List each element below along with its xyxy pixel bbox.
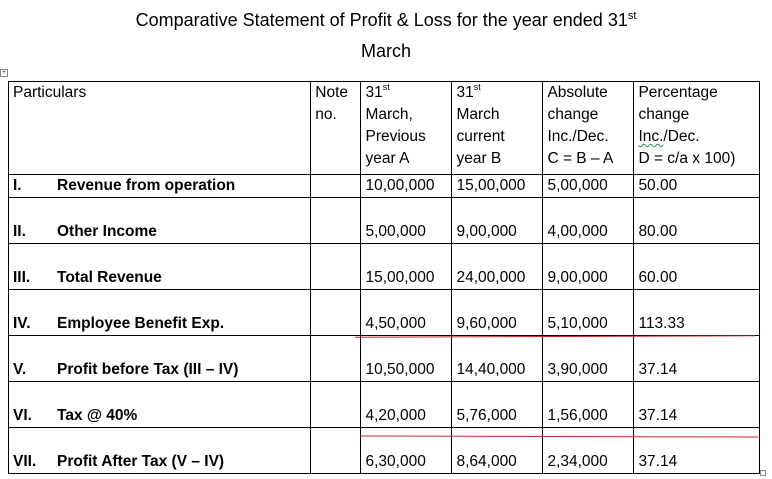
row-note [311, 336, 361, 382]
header-col-b [452, 82, 543, 175]
header-col-b-l2: March [456, 106, 500, 123]
row-particulars [9, 175, 311, 198]
header-col-c-l1: Absolute [547, 84, 608, 101]
header-col-b-sup: st [473, 82, 481, 92]
row-value-d: 50.00 [634, 175, 760, 198]
header-col-a [361, 82, 452, 175]
row-value-a: 10,00,000 [361, 175, 452, 198]
header-col-d-l4: D = c/a x 100) [638, 150, 736, 167]
row-value-c: 3,90,000 [543, 336, 634, 382]
header-col-b-day: 31 [456, 84, 474, 101]
header-col-b-l3: current [456, 128, 505, 145]
row-value-d: 37.14 [634, 336, 760, 382]
header-note [311, 82, 361, 175]
table-row [9, 198, 760, 244]
row-note [311, 175, 361, 198]
row-number: VII. [13, 453, 37, 470]
row-value-c: 9,00,000 [543, 244, 634, 290]
header-col-c-l2: change [547, 106, 599, 123]
header-col-a-l2: March, [365, 106, 413, 123]
title-text: Comparative Statement of Profit & Loss for the year ended 31 [135, 10, 628, 30]
header-col-b-l4: year B [456, 150, 502, 167]
page-title [0, 9, 772, 31]
row-value-b: 9,60,000 [452, 290, 543, 336]
row-value-b: 15,00,000 [452, 175, 543, 198]
row-particulars [9, 290, 311, 336]
row-value-d: 113.33 [634, 290, 760, 336]
row-value-c: 5,10,000 [543, 290, 634, 336]
row-number: VI. [13, 407, 32, 424]
row-value-a: 6,30,000 [361, 428, 452, 474]
header-col-a-l4: year A [365, 150, 410, 167]
table-move-handle-icon[interactable]: + [1, 69, 7, 76]
page-subtitle: March [360, 41, 411, 61]
header-col-d [634, 82, 760, 175]
row-label: Revenue from operation [57, 177, 236, 194]
header-particulars [9, 82, 311, 175]
row-value-b: 5,76,000 [452, 382, 543, 428]
header-note-line1: Note [315, 84, 349, 101]
header-particulars-text: Particulars [13, 84, 87, 101]
header-col-c-l4: C = B – A [547, 150, 614, 167]
table-row [9, 382, 760, 428]
row-value-b: 24,00,000 [452, 244, 543, 290]
row-value-c: 4,00,000 [543, 198, 634, 244]
row-label: Employee Benefit Exp. [57, 315, 225, 332]
row-note [311, 290, 361, 336]
row-number: I. [13, 177, 22, 194]
row-value-d: 60.00 [634, 244, 760, 290]
row-note [311, 428, 361, 474]
row-number: III. [13, 269, 31, 286]
row-number: II. [13, 223, 26, 240]
row-number: V. [13, 361, 27, 378]
row-value-b: 8,64,000 [452, 428, 543, 474]
header-col-a-day: 31 [365, 84, 383, 101]
row-value-a: 4,50,000 [361, 290, 452, 336]
row-value-c: 2,34,000 [543, 428, 634, 474]
row-label: Other Income [57, 223, 157, 240]
row-particulars [9, 198, 311, 244]
row-particulars [9, 336, 311, 382]
header-col-d-l3a: Inc. [638, 128, 664, 145]
row-number: IV. [13, 315, 31, 332]
table-row [9, 290, 760, 336]
row-value-d: 37.14 [634, 428, 760, 474]
row-value-b: 9,00,000 [452, 198, 543, 244]
row-note [311, 198, 361, 244]
row-value-c: 1,56,000 [543, 382, 634, 428]
table-row [9, 244, 760, 290]
header-col-d-l1: Percentage [638, 84, 718, 101]
row-note [311, 382, 361, 428]
header-row [9, 82, 760, 175]
table-row [9, 175, 760, 198]
row-label: Profit After Tax (V – IV) [57, 453, 225, 470]
row-value-d: 80.00 [634, 198, 760, 244]
row-value-a: 10,50,000 [361, 336, 452, 382]
row-value-c: 5,00,000 [543, 175, 634, 198]
row-particulars [9, 244, 311, 290]
header-col-a-l3: Previous [365, 128, 426, 145]
row-particulars [9, 382, 311, 428]
header-col-d-l3b: /Dec. [663, 128, 700, 145]
table-row [9, 336, 760, 382]
header-col-c [543, 82, 634, 175]
title-superscript: st [627, 10, 637, 22]
row-value-a: 4,20,000 [361, 382, 452, 428]
header-col-d-l2: change [638, 106, 690, 123]
table-resize-handle-icon[interactable] [760, 470, 766, 476]
row-label: Tax @ 40% [57, 407, 138, 424]
row-note [311, 244, 361, 290]
header-col-a-sup: st [382, 82, 390, 92]
row-value-a: 15,00,000 [361, 244, 452, 290]
comparative-statement-table [8, 81, 760, 474]
row-value-a: 5,00,000 [361, 198, 452, 244]
row-value-d: 37.14 [634, 382, 760, 428]
table-row [9, 428, 760, 474]
row-label: Profit before Tax (III – IV) [57, 361, 239, 378]
header-col-c-l3: Inc./Dec. [547, 128, 609, 145]
row-label: Total Revenue [57, 269, 162, 286]
row-particulars [9, 428, 311, 474]
row-value-b: 14,40,000 [452, 336, 543, 382]
header-note-line2: no. [315, 106, 337, 123]
